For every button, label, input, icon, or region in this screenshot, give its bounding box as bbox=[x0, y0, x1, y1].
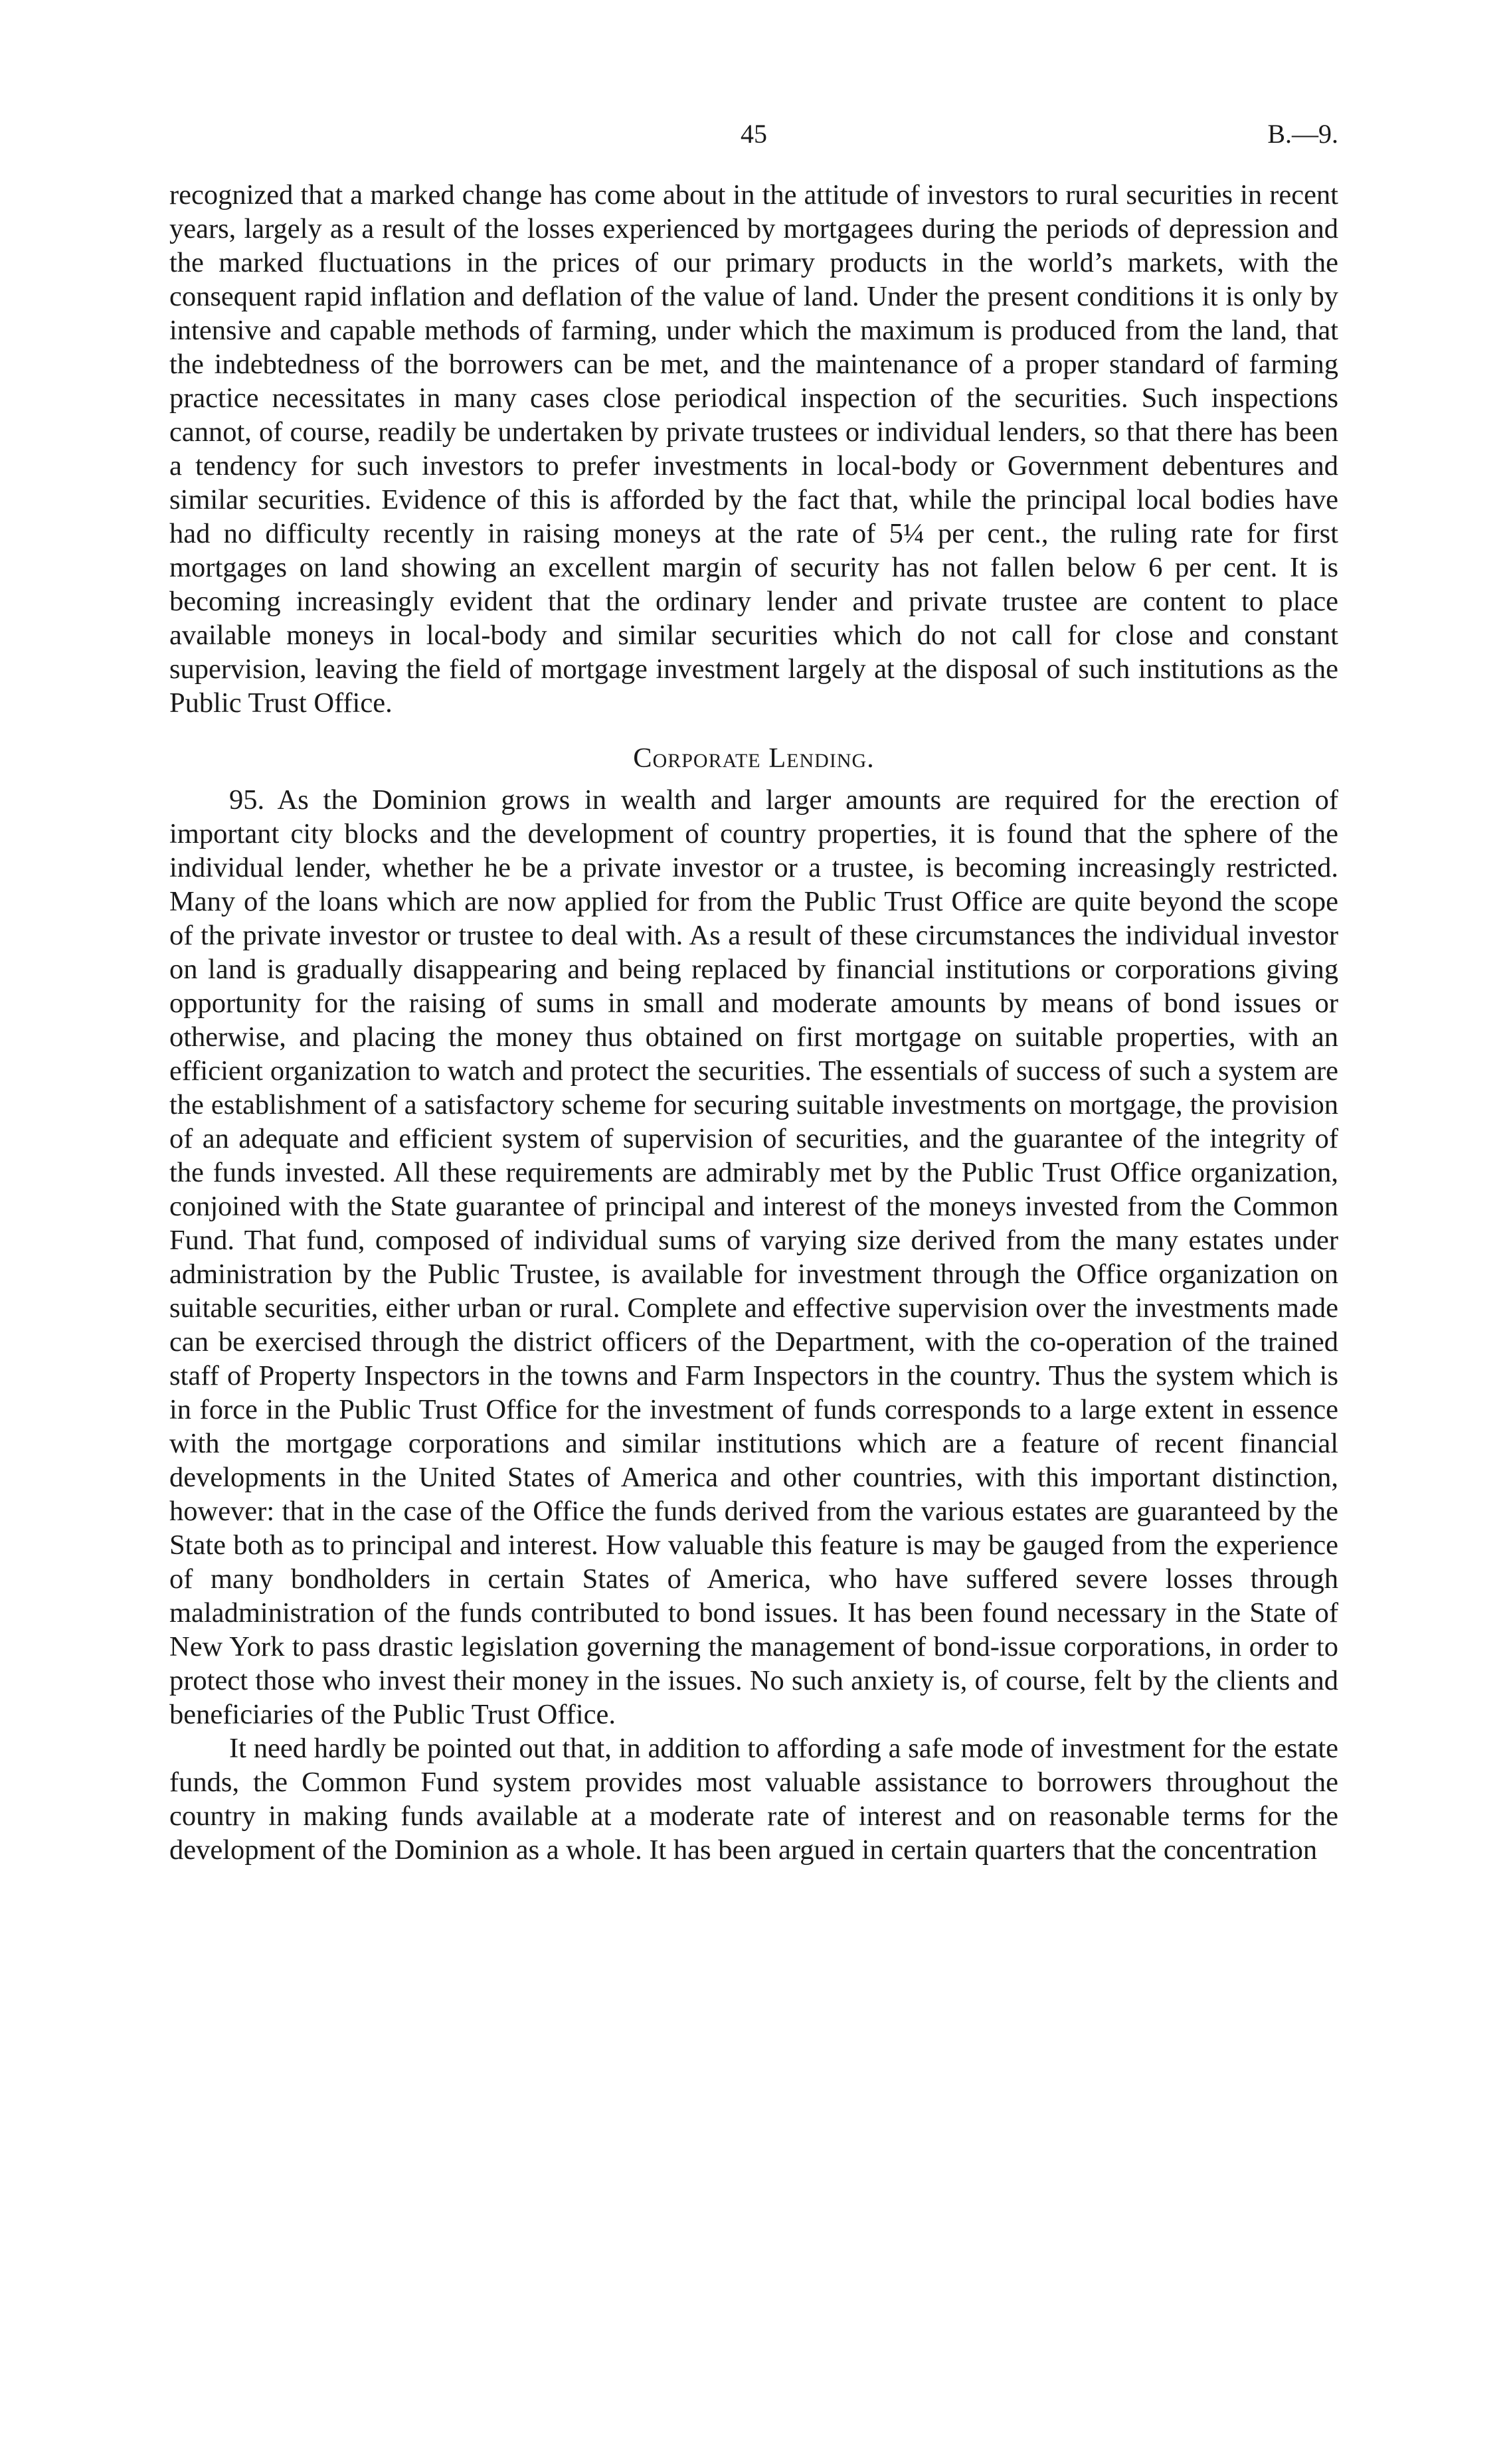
section-heading: Corporate Lending. bbox=[633, 743, 875, 774]
document-reference: B.—9. bbox=[1267, 119, 1338, 149]
paragraph-common-fund: It need hardly be pointed out that, in addition to affording a safe mode of investment for the estate funds, the Common Fund system provides most valuable assistance to borrowers throughout the country in making funds available at a moderate rate of interest and on reasonable terms for the development of the Dominion as a whole. It has been argued in certain quarters that the concentration bbox=[169, 1733, 1338, 1866]
paragraph-continued: recognized that a marked change has come about in the attitude of investors to rural securities in recent years, largely as a result of the losses experienced by mortgagees during the periods of depression and the marked fluctuations in the prices of our primary products in the world’s markets, with the consequent rapid inflation and deflation of the value of land. Under the present conditions it is only by intensive and capable methods of farming, under which the maximum is produced from the land, that the indebtedness of the borrowers can be met, and the maintenance of a proper standard of farming practice necessitates in many cases close periodical inspection of the securities. Such inspections cannot, of course, readily be undertaken by private trustees or individual lenders, so that there has been a tendency for such investors to prefer investments in local-body or Government debentures and similar securities. Evidence of this is afforded by the fact that, while the principal local bodies have had no difficulty recently in raising moneys at the rate of 5¼ per cent., the ruling rate for first mortgages on land showing an excellent margin of security has not fallen below 6 per cent. It is becoming increasingly evident that the ordinary lender and private trustee are content to place available moneys in local-body and similar securities which do not call for close and constant supervision, leaving the field of mortgage investment largely at the disposal of such institutions as the Public Trust Office. bbox=[169, 179, 1338, 719]
page-header bbox=[169, 118, 1338, 158]
body-text bbox=[169, 178, 1338, 1867]
paragraph-95: 95. As the Dominion grows in wealth and larger amounts are required for the erection of important city blocks and the development of country properties, it is found that the sphere of the individual lender, whether he be a private investor or a trustee, is becoming increasingly restricted. Many of the loans which are now applied for from the Public Trust Office are quite beyond the scope of the private investor or trustee to deal with. As a result of these circumstances the individual investor on land is gradually disappearing and being replaced by financial institutions or corporations giving opportunity for the raising of sums in small and moderate amounts by means of bond issues or otherwise, and placing the money thus obtained on first mortgage on suitable properties, with an efficient organization to watch and protect the securities. The essentials of success of such a system are the establishment of a satisfactory scheme for securing suitable investments on mortgage, the provision of an adequate and efficient system of supervision of securities, and the guarantee of the integrity of the funds invested. All these requirements are admirably met by the Public Trust Office organization, conjoined with the State guarantee of principal and interest of the moneys invested from the Common Fund. That fund, composed of individual sums of varying size derived from the many estates under administration by the Public Trustee, is available for investment through the Office organization on suitable securities, either urban or rural. Complete and effective supervision over the investments made can be exercised through the district officers of the Department, with the co-operation of the trained staff of Property Inspectors in the towns and Farm Inspectors in the country. Thus the system which is in force in the Public Trust Office for the investment of funds corresponds to a large extent in essence with the mortgage corporations and similar institutions which are a feature of recent financial developments in the United States of America and other countries, with this important distinction, however: that in the case of the Office the funds derived from the various estates are guaranteed by the State both as to principal and interest. How valuable this feature is may be gauged from the experience of many bondholders in certain States of America, who have suffered severe losses through maladministration of the funds contributed to bond issues. It has been found necessary in the State of New York to pass drastic legislation governing the management of bond-issue corporations, in order to protect those who invest their money in the issues. No such anxiety is, of course, felt by the clients and beneficiaries of the Public Trust Office. bbox=[169, 784, 1338, 1730]
page-number: 45 bbox=[741, 119, 767, 149]
